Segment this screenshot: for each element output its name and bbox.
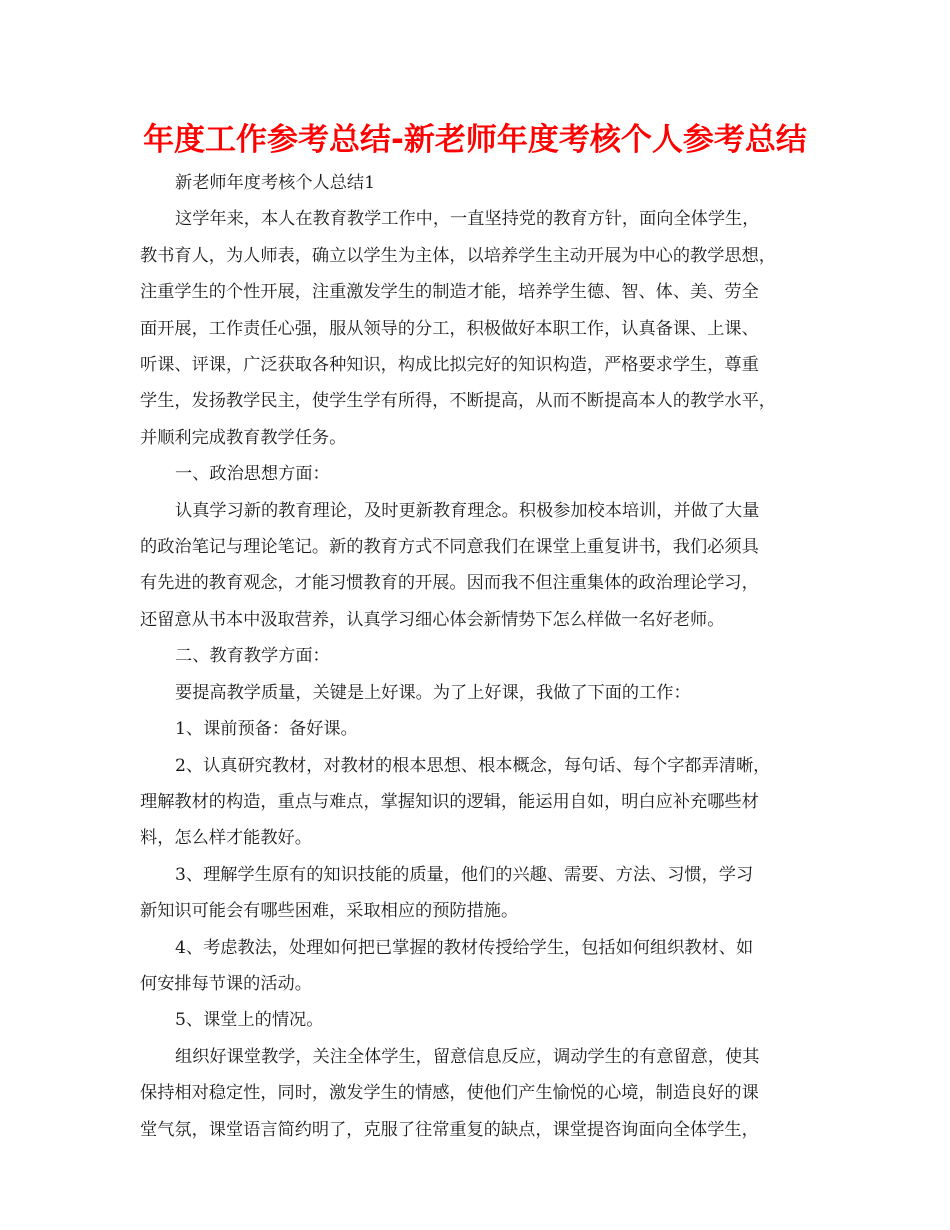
list-item: 4、考虑教法，处理如何把已掌握的教材传授给学生，包括如何组织教材、如 (175, 937, 754, 958)
paragraph-line: 还留意从书本中汲取营养，认真学习细心体会新情势下怎么样做一名好老师。 (140, 609, 725, 630)
list-item: 5、课堂上的情况。 (175, 1010, 324, 1031)
document-title: 年度工作参考总结-新老师年度考核个人参考总结 (143, 122, 807, 158)
paragraph-line: 堂气氛，课堂语言简约明了，克服了往常重复的缺点，课堂提咨询面向全体学生， (140, 1119, 759, 1140)
paragraph-line: 教书育人，为人师表，确立以学生为主体，以培养学生主动开展为中心的教学思想， (140, 245, 776, 266)
paragraph-line: 认真学习新的教育理论，及时更新教育理念。积极参加校本培训，并做了大量 (175, 500, 760, 521)
paragraph-line: 组织好课堂教学，关注全体学生，留意信息反应，调动学生的有意留意，使其 (175, 1046, 760, 1067)
list-item: 1、课前预备：备好课。 (175, 719, 358, 740)
paragraph-line: 的政治笔记与理论笔记。新的教育方式不同意我们在课堂上重复讲书，我们必须具 (140, 537, 759, 558)
section-heading: 二、教育教学方面： (175, 646, 330, 667)
paragraph-line: 要提高教学质量，关键是上好课。为了上好课，我做了下面的工作： (175, 682, 691, 703)
paragraph-line: 这学年来，本人在教育教学工作中，一直坚持党的教育方针，面向全体学生， (175, 209, 760, 230)
paragraph-line: 新知识可能会有哪些困难，采取相应的预防措施。 (140, 901, 519, 922)
list-item: 2、认真研究教材，对教材的根本思想、根本概念，每句话、每个字都弄清晰， (175, 755, 771, 776)
document-body (140, 165, 830, 1148)
paragraph-line: 学生，发扬教学民主，使学生学有所得，不断提高，从而不断提高本人的教学水平， (140, 391, 776, 412)
list-item: 3、理解学生原有的知识技能的质量，他们的兴趣、需要、方法、习惯，学习 (175, 864, 754, 885)
paragraph-line: 注重学生的个性开展，注重激发学生的制造才能，培养学生德、智、体、美、劳全 (140, 282, 759, 303)
paragraph-line: 面开展，工作责任心强，服从领导的分工，积极做好本职工作，认真备课、上课、 (140, 318, 759, 339)
paragraph-line: 保持相对稳定性，同时，激发学生的情感，使他们产生愉悦的心境，制造良好的课 (140, 1083, 759, 1104)
paragraph-line: 并顺利完成教育教学任务。 (140, 427, 347, 448)
paragraph-line: 理解教材的构造，重点与难点，掌握知识的逻辑，能运用自如，明白应补充哪些材 (140, 791, 759, 812)
paragraph-line: 有先进的教育观念，才能习惯教育的开展。因而我不但注重集体的政治理论学习， (140, 573, 759, 594)
paragraph-line: 何安排每节课的活动。 (140, 973, 312, 994)
paragraph-line: 料，怎么样才能教好。 (140, 828, 312, 849)
section-heading: 一、政治思想方面： (175, 464, 330, 485)
paragraph-line: 听课、评课，广泛获取各种知识，构成比拟完好的知识构造，严格要求学生，尊重 (140, 355, 759, 376)
subtitle-line: 新老师年度考核个人总结1 (175, 173, 375, 193)
